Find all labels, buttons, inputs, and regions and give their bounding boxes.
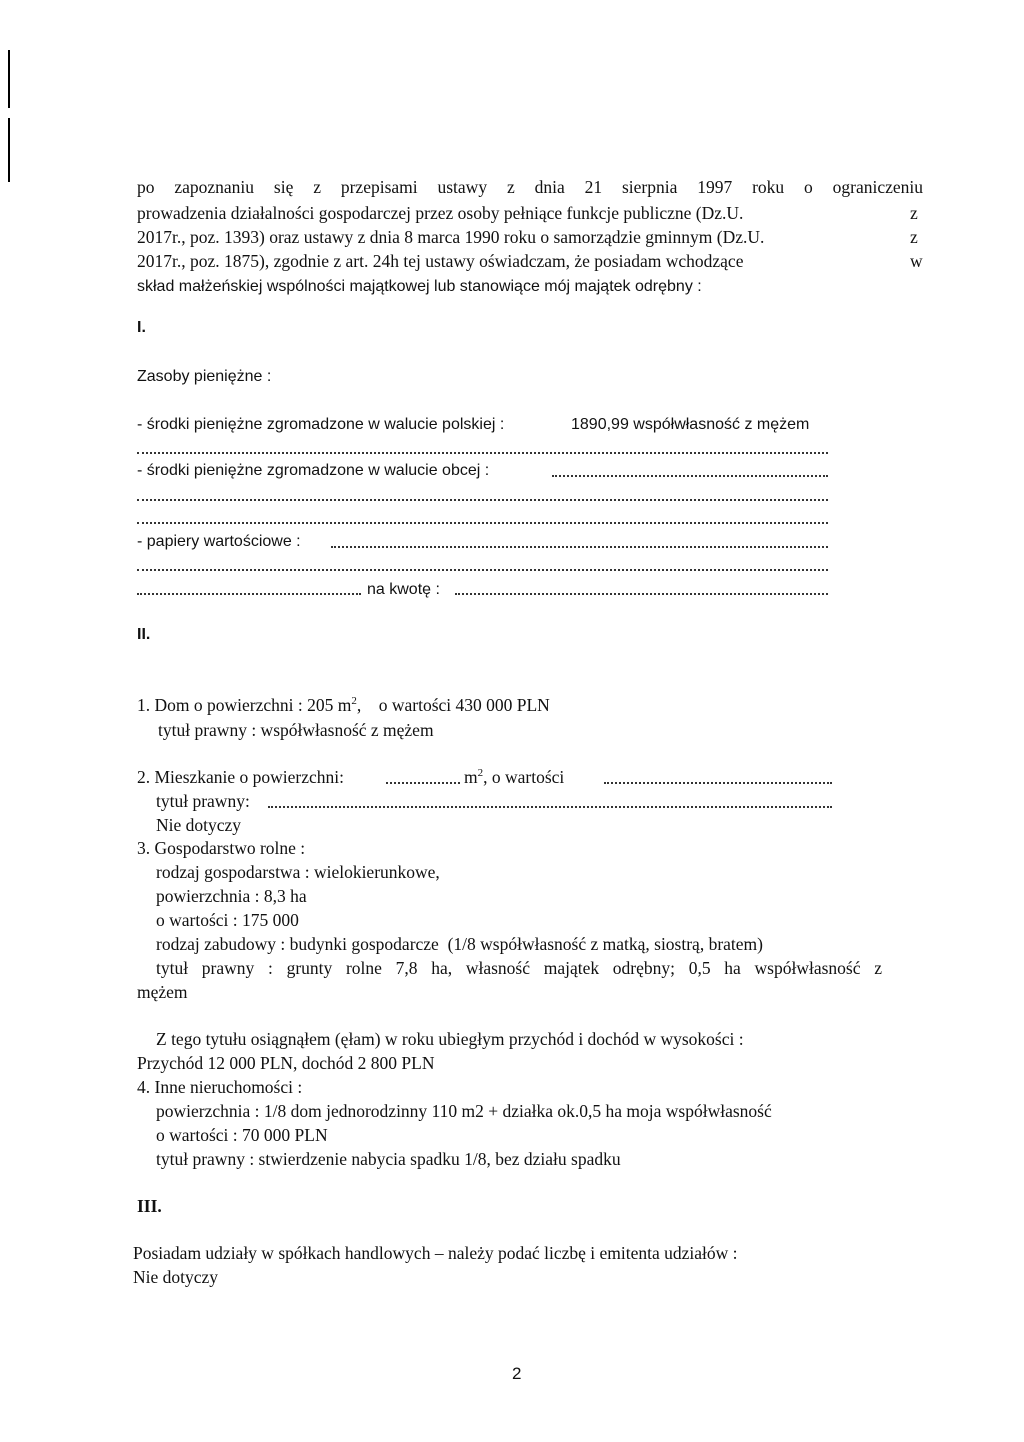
flat-not-applicable: Nie dotyczy (156, 815, 242, 835)
flat-value-label: , o wartości (483, 767, 565, 787)
amount-label: na kwotę : (367, 581, 440, 598)
farm-label: 3. Gospodarstwo rolne : (137, 838, 306, 858)
scan-edge-bar-top (8, 50, 10, 108)
dotted-line (552, 475, 828, 477)
pln-funds-label: - środki pieniężne zgromadzone w walucie polskiej : (137, 416, 505, 433)
dotted-line (137, 452, 828, 454)
flat-unit: m (464, 767, 478, 787)
dotted-line (604, 782, 832, 784)
farm-area: powierzchnia : 8,3 ha (156, 886, 307, 906)
section-3-line-1: Posiadam udziały w spółkach handlowych – należy podać liczbę i emitenta udziałów : (133, 1243, 738, 1263)
scan-edge-bar-bottom (8, 118, 10, 182)
other-property-label: 4. Inne nieruchomości : (137, 1077, 303, 1097)
other-property-title: tytuł prawny : stwierdzenie nabycia spadku 1/8, bez działu spadku (156, 1149, 621, 1169)
income-values: Przychód 12 000 PLN, dochód 2 800 PLN (137, 1053, 435, 1073)
dotted-line (268, 806, 832, 808)
foreign-funds-label: - środki pieniężne zgromadzone w walucie obcej : (137, 462, 490, 479)
flat-unit-line (464, 769, 564, 787)
dotted-line (331, 546, 828, 548)
pln-funds-value: 1890,99 współwłasność z mężem (571, 416, 810, 433)
intro-line-2: prowadzenia działalności gospodarczej przez osoby pełniące funkcje publiczne (Dz.U. (137, 203, 744, 223)
flat-superscript: 2 (477, 767, 484, 779)
house-value: , o wartości 430 000 PLN (356, 695, 550, 715)
house-title: tytuł prawny : współwłasność z mężem (158, 720, 434, 740)
flat-title-label: tytuł prawny: (156, 791, 250, 811)
intro-line-3-end: z (910, 227, 918, 247)
dotted-line (137, 522, 828, 524)
house-label: 1. Dom o powierzchni : 205 m (137, 695, 352, 715)
farm-title: tytuł prawny : grunty rolne 7,8 ha, własność majątek odrębny; 0,5 ha współwłasność z (156, 958, 882, 978)
intro-line-3: 2017r., poz. 1393) oraz ustawy z dnia 8 marca 1990 roku o samorządzie gminnym (Dz.U. (137, 227, 765, 247)
intro-line-4-end: w (910, 251, 923, 271)
intro-line-1: po zapoznaniu się z przepisami ustawy z dnia 21 sierpnia 1997 roku o ograniczeniu (137, 177, 923, 197)
page-number: 2 (512, 1364, 522, 1383)
farm-title-continued: mężem (137, 982, 188, 1002)
section-3-roman: III. (137, 1196, 162, 1216)
farm-buildings: rodzaj zabudowy : budynki gospodarcze (1/8 współwłasność z matką, siostrą, bratem) (156, 934, 763, 954)
dotted-line (455, 593, 828, 595)
dotted-line (137, 593, 361, 595)
flat-line (137, 769, 344, 787)
other-property-value: o wartości : 70 000 PLN (156, 1125, 328, 1145)
section-1-roman: I. (137, 319, 146, 336)
dotted-line (137, 569, 828, 571)
intro-line-2-end: z (910, 203, 918, 223)
flat-label: 2. Mieszkanie o powierzchni: (137, 767, 345, 787)
farm-value: o wartości : 175 000 (156, 910, 299, 930)
section-3-line-2: Nie dotyczy (133, 1267, 219, 1287)
house-superscript: 2 (351, 695, 357, 707)
farm-type: rodzaj gospodarstwa : wielokierunkowe, (156, 862, 440, 882)
house-line (137, 697, 550, 715)
section-1-heading: Zasoby pieniężne : (137, 368, 272, 385)
section-2-roman: II. (137, 626, 151, 643)
dotted-line (137, 499, 828, 501)
intro-line-5: skład małżeńskiej wspólności majątkowej lub stanowiące mój majątek odrębny : (137, 278, 702, 295)
securities-label: - papiery wartościowe : (137, 533, 301, 550)
dotted-line (386, 782, 460, 784)
intro-line-4: 2017r., poz. 1875), zgodnie z art. 24h tej ustawy oświadczam, że posiadam wchodzące (137, 251, 744, 271)
other-property-area: powierzchnia : 1/8 dom jednorodzinny 110 m2 + działka ok.0,5 ha moja współwłasność (156, 1101, 772, 1121)
income-line: Z tego tytułu osiągnąłem (ęłam) w roku ubiegłym przychód i dochód w wysokości : (156, 1029, 744, 1049)
